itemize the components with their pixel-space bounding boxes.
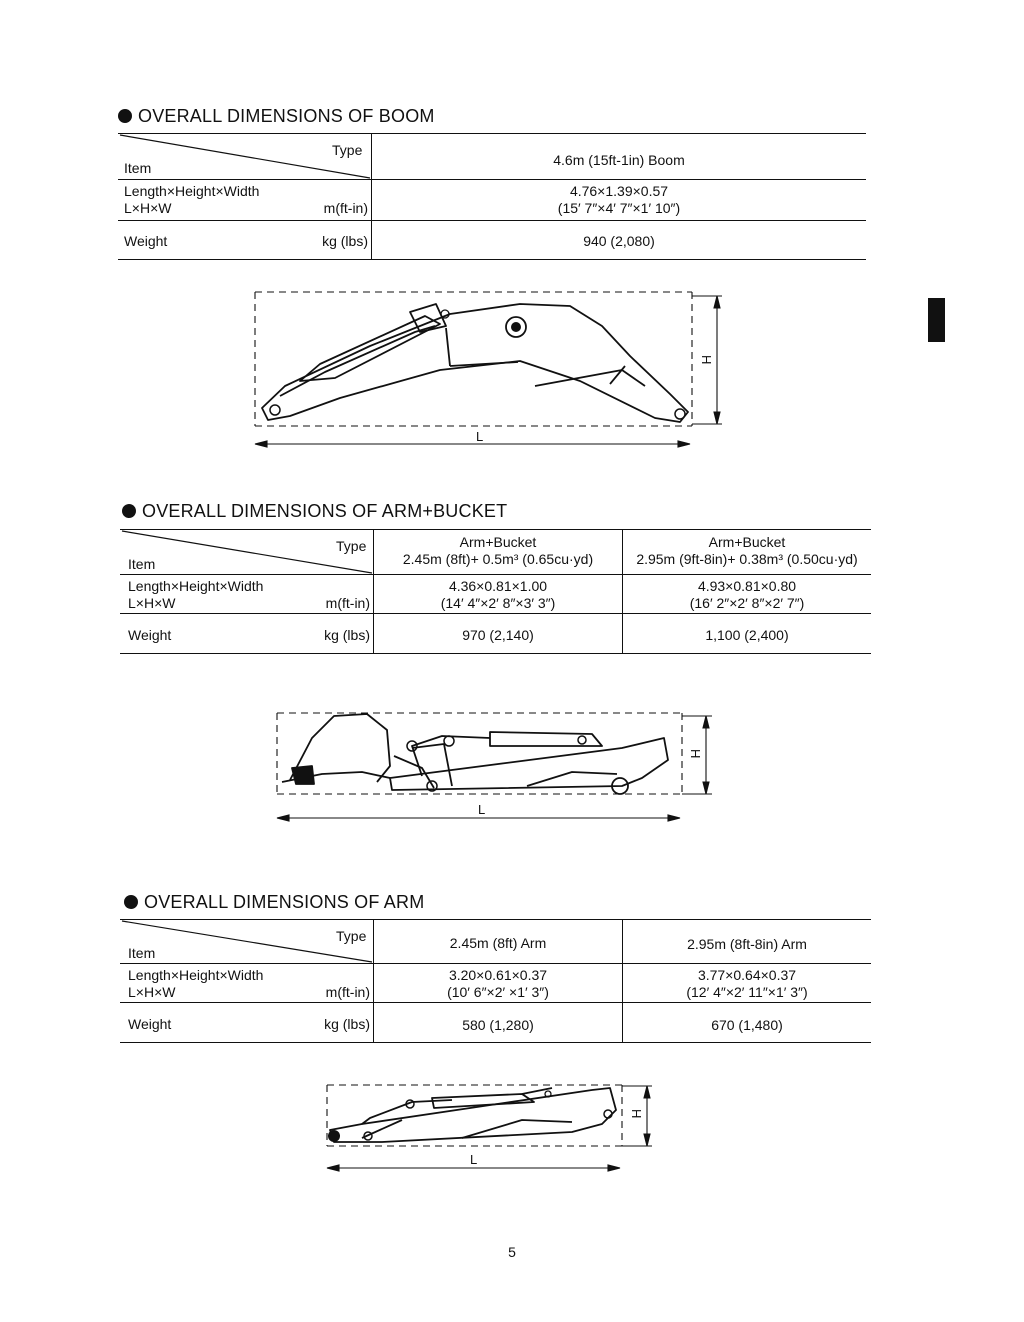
type-header-label: Type [336,538,367,554]
row-label-dimensions: Length×Height×Width [128,967,264,983]
cell-dimensions-metric: 4.76×1.39×0.57 [569,183,669,199]
arm-section-heading [124,892,424,913]
boom-heading-text: OVERALL DIMENSIONS OF BOOM [138,106,435,126]
cell-dimensions-imperial: (15′ 7″×4′ 7″×1′ 10″) [557,200,681,216]
arm-bucket-section-heading [122,501,507,522]
row-label-dimensions-abbrev: L×H×W [128,595,176,611]
row-label-dimensions: Length×Height×Width [128,578,264,594]
row-label-dimensions: Length×Height×Width [124,183,260,199]
row-label-dimensions-abbrev: L×H×W [124,200,172,216]
row-unit: kg (lbs) [324,627,370,643]
table-bottom-border [118,259,866,260]
row-label-dimensions-abbrev: L×H×W [128,984,176,1000]
item-header-label: Item [128,556,156,572]
row-unit: kg (lbs) [322,233,368,249]
column-header: Arm+Bucket [459,534,537,550]
height-dimension-label: H [699,355,714,365]
length-dimension-label: L [476,429,484,444]
cell-dimensions-metric: 4.93×0.81×0.80 [697,578,797,594]
cell-weight: 670 (1,480) [711,1017,783,1033]
cell-dimensions-metric: 4.36×0.81×1.00 [448,578,548,594]
row-label-weight: Weight [124,233,168,249]
cell-dimensions-imperial: (16′ 2″×2′ 8″×2′ 7″) [689,595,805,611]
page-tab-marker [928,298,945,342]
boom-section-heading [118,106,435,127]
bullet-icon [118,109,132,123]
column-header: 4.6m (15ft-1in) Boom [553,152,685,168]
cell-weight: 970 (2,140) [462,627,534,643]
row-label-weight: Weight [128,627,172,643]
row-unit: m(ft-in) [325,984,370,1000]
page-number: 5 [508,1244,516,1260]
cell-dimensions-imperial: (12′ 4″×2′ 11″×1′ 3″) [686,984,808,1000]
item-header-label: Item [128,945,156,961]
cell-weight: 940 (2,080) [583,233,655,249]
bullet-icon [122,504,136,518]
table-bottom-border [120,1042,871,1043]
length-dimension-label: L [478,802,486,817]
column-header-spec: 2.45m (8ft)+ 0.5m³ (0.65cu·yd) [402,551,594,567]
column-header: Arm+Bucket [708,534,786,550]
bullet-icon [124,895,138,909]
arm-bucket-diagram [272,708,717,828]
item-header-label: Item [124,160,152,176]
row-unit: m(ft-in) [323,200,368,216]
column-header: 2.95m (8ft-8in) Arm [687,936,807,952]
table-row-divider [120,613,871,614]
table-row-divider [118,220,866,221]
height-dimension-label: H [629,1109,644,1119]
cell-weight: 1,100 (2,400) [705,627,789,643]
length-dimension-label: L [470,1152,478,1167]
type-header-label: Type [332,142,363,158]
cell-dimensions-metric: 3.77×0.64×0.37 [697,967,797,983]
cell-dimensions-imperial: (14′ 4″×2′ 8″×3′ 3″) [440,595,556,611]
arm-diagram [322,1080,662,1180]
row-unit: kg (lbs) [324,1016,370,1032]
cell-dimensions-imperial: (10′ 6″×2′ ×1′ 3″) [447,984,549,1000]
boom-diagram [250,286,725,456]
type-header-label: Type [336,928,367,944]
arm-bucket-heading-text: OVERALL DIMENSIONS OF ARM+BUCKET [142,501,508,521]
table-row-divider [120,1002,871,1003]
height-dimension-label: H [688,749,703,759]
cell-weight: 580 (1,280) [462,1017,534,1033]
table-bottom-border [120,653,871,654]
row-unit: m(ft-in) [325,595,370,611]
column-header: 2.45m (8ft) Arm [449,935,547,951]
arm-heading-text: OVERALL DIMENSIONS OF ARM [144,892,425,912]
column-header-spec: 2.95m (9ft-8in)+ 0.38m³ (0.50cu·yd) [636,551,858,567]
cell-dimensions-metric: 3.20×0.61×0.37 [448,967,548,983]
row-label-weight: Weight [128,1016,172,1032]
